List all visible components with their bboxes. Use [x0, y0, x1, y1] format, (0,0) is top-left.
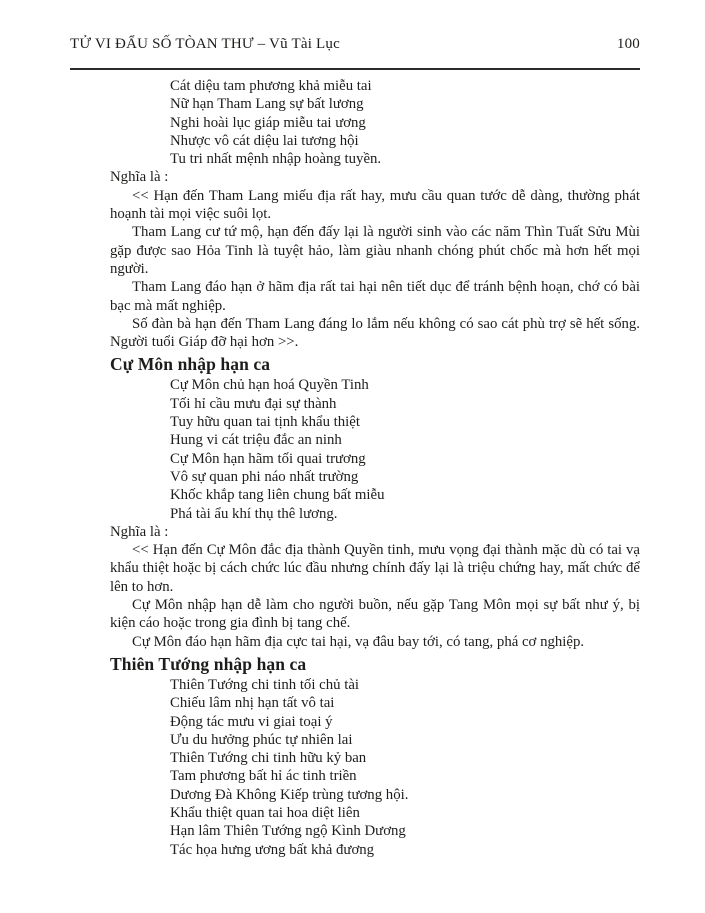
- running-title: TỬ VI ĐẨU SỐ TÒAN THƯ – Vũ Tài Lục: [70, 36, 340, 52]
- verse-line: Tối hỉ cầu mưu đại sự thành: [170, 395, 337, 412]
- verse-block-tham-lang: [110, 77, 640, 168]
- verse-line: Hạn lâm Thiên Tướng ngộ Kình Dương: [170, 823, 406, 840]
- paragraph: << Hạn đến Tham Lang miếu địa rất hay, mưu cầu quan tước dễ dàng, thường phát hoạnh tài mọi việc suôi lọt.: [110, 187, 640, 223]
- verse-line: Hung vi cát triệu đắc an ninh: [170, 432, 342, 449]
- meaning-label: Nghĩa là :: [110, 523, 169, 540]
- verse-line: Động tác mưu vi giai toại ý: [170, 713, 333, 730]
- paragraph: << Hạn đến Cự Môn đắc địa thành Quyền tinh, mưu vọng đại thành mặc dù có tai vạ khẩu thiệt hoặc bị cách chức lúc đầu nhưng chính đấy lại là triệu chứng hay, mất chức để lên to hơn.: [110, 542, 640, 595]
- verse-line: Thiên Tướng chi tinh tối chủ tài: [170, 676, 359, 693]
- section-heading-thien-tuong: Thiên Tướng nhập hạn ca: [110, 653, 307, 674]
- verse-line: Khốc khắp tang liên chung bất miễu: [170, 487, 385, 504]
- verse-line: Phá tài ẩu khí thụ thê lương.: [170, 505, 338, 522]
- paragraph: Tham Lang cư tứ mộ, hạn đến đấy lại là người sinh vào các năm Thìn Tuất Sửu Mùi gặp được sao Hỏa Tinh là tuyệt hảo, làm giàu nhanh chóng phút chốc mà hơn hết mọi người.: [110, 224, 640, 277]
- meaning-label: Nghĩa là :: [110, 169, 169, 186]
- verse-line: Nghi hoài lục giáp miễu tai ương: [170, 114, 366, 131]
- verse-line: Nhược vô cát diệu lai tương hội: [170, 132, 359, 149]
- page-content: [110, 77, 640, 859]
- verse-line: Tam phương bất hỉ ác tinh triền: [170, 768, 357, 785]
- verse-line: Cự Môn hạn hãm tối quai trương: [170, 450, 366, 467]
- verse-line: Cát diệu tam phương khả miễu tai: [170, 78, 372, 94]
- verse-line: Ưu du hưởng phúc tự nhiên lai: [170, 731, 353, 748]
- section-heading-cu-mon: Cự Môn nhập hạn ca: [110, 354, 271, 375]
- paragraph: Số đàn bà hạn đến Tham Lang đáng lo lắm nếu không có sao cát phù trợ sẽ hết sống. Người tuổi Giáp đỡ hại hơn >>.: [110, 315, 640, 351]
- verse-block-cu-mon: [110, 376, 640, 522]
- verse-line: Tác họa hưng ương bất khả đương: [170, 841, 375, 858]
- paragraph: Cự Môn đáo hạn hãm địa cực tai hại, vạ đâu bay tới, có tang, phá cơ nghiệp.: [132, 633, 585, 650]
- verse-line: Cự Môn chủ hạn hoá Quyền Tinh: [170, 377, 369, 394]
- verse-line: Thiên Tướng chi tinh hữu kỷ ban: [170, 750, 367, 767]
- verse-line: Chiếu lâm nhị hạn tất vô tai: [170, 695, 335, 712]
- verse-line: Dương Đà Không Kiếp trùng tương hội.: [170, 786, 409, 803]
- page-header: [70, 36, 640, 53]
- verse-line: Khẩu thiệt quan tai hoa diệt liên: [170, 804, 360, 821]
- page-number: 100: [616, 36, 640, 52]
- verse-block-thien-tuong: [110, 676, 640, 859]
- verse-line: Tuy hữu quan tai tịnh khẩu thiệt: [170, 414, 360, 431]
- header-divider: [70, 68, 640, 70]
- paragraph: Tham Lang đáo hạn ở hãm địa rất tai hại nên tiết dục để tránh bệnh hoạn, chớ có bài bạc mà mất nghiệp.: [110, 279, 640, 314]
- verse-line: Vô sự quan phi náo nhất trường: [170, 468, 359, 485]
- verse-line: Tu tri nhất mệnh nhập hoàng tuyền.: [170, 151, 382, 168]
- verse-line: Nữ hạn Tham Lang sự bất lương: [170, 96, 364, 113]
- paragraph: Cự Môn nhập hạn dễ làm cho người buồn, nếu gặp Tang Môn mọi sự bất như ý, bị kiện cáo hoặc trong gia đình bị tang chế.: [110, 597, 640, 632]
